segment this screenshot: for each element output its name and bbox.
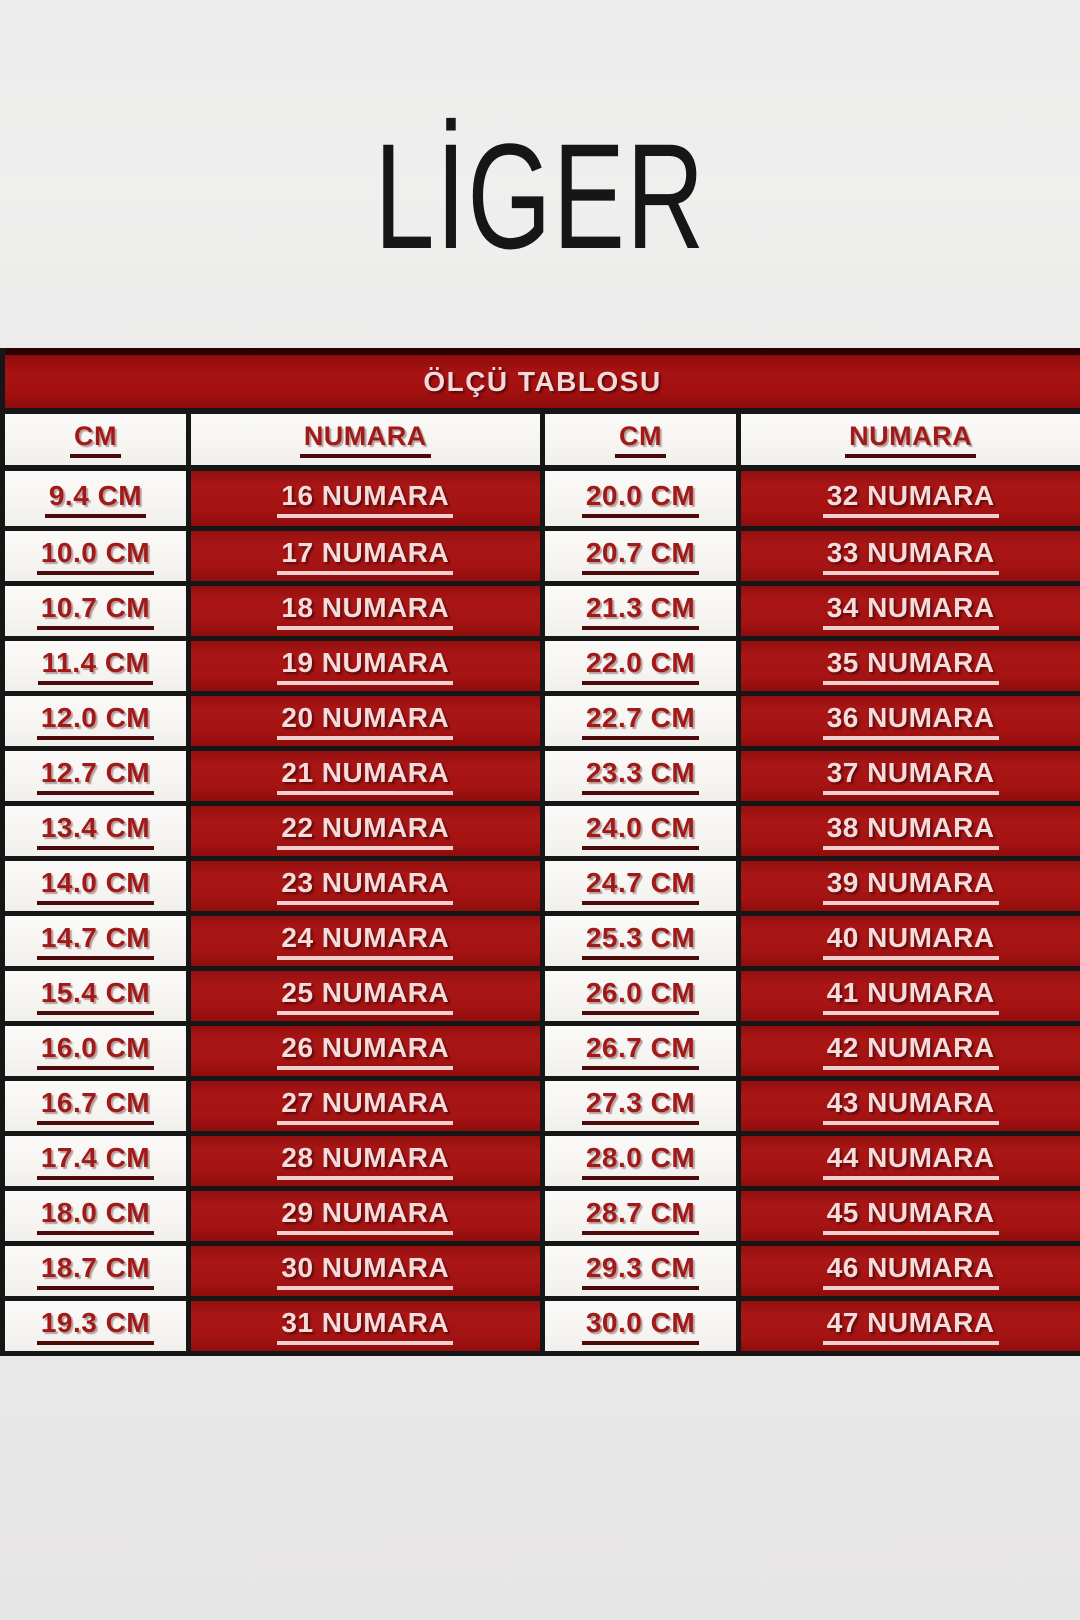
cm-cell-label: 20.7 CM	[582, 537, 699, 575]
numara-cell	[741, 861, 1080, 911]
cm-cell-label: 15.4 CM	[37, 977, 154, 1015]
cm-cell	[545, 1301, 742, 1351]
numara-cell-label: 18 NUMARA	[277, 592, 453, 630]
numara-cell-label: 46 NUMARA	[823, 1252, 999, 1290]
numara-cell-label: 42 NUMARA	[823, 1032, 999, 1070]
cm-cell	[5, 916, 191, 966]
numara-cell	[191, 696, 545, 746]
brand-area	[0, 0, 1080, 348]
table-row	[5, 1186, 1080, 1241]
numara-cell-label: 35 NUMARA	[823, 647, 999, 685]
cm-cell	[545, 971, 742, 1021]
table-row	[5, 1076, 1080, 1131]
numara-cell-label: 34 NUMARA	[823, 592, 999, 630]
numara-cell-label: 31 NUMARA	[277, 1307, 453, 1345]
column-header-numara-right-label: NUMARA	[845, 421, 976, 458]
cm-cell	[5, 971, 191, 1021]
numara-cell	[191, 1026, 545, 1076]
cm-cell-label: 26.7 CM	[582, 1032, 699, 1070]
cm-cell-label: 19.3 CM	[37, 1307, 154, 1345]
cm-cell	[5, 1246, 191, 1296]
numara-cell	[741, 471, 1080, 526]
table-title: ÖLÇÜ TABLOSU	[423, 365, 662, 397]
table-row	[5, 581, 1080, 636]
cm-cell-label: 22.7 CM	[582, 702, 699, 740]
numara-cell	[741, 1191, 1080, 1241]
table-row	[5, 911, 1080, 966]
cm-cell-label: 14.0 CM	[37, 867, 154, 905]
column-header-cm-left-label: CM	[70, 421, 121, 458]
numara-cell	[741, 916, 1080, 966]
cm-cell-label: 13.4 CM	[37, 812, 154, 850]
numara-cell-label: 40 NUMARA	[823, 922, 999, 960]
cm-cell	[545, 1136, 742, 1186]
cm-cell	[5, 1136, 191, 1186]
cm-cell	[545, 751, 742, 801]
cm-cell	[545, 641, 742, 691]
numara-cell-label: 39 NUMARA	[823, 867, 999, 905]
numara-cell	[191, 531, 545, 581]
table-row	[5, 1241, 1080, 1296]
table-row	[5, 1296, 1080, 1351]
cm-cell-label: 10.0 CM	[37, 537, 154, 575]
table-row	[5, 526, 1080, 581]
cm-cell-label: 26.0 CM	[582, 977, 699, 1015]
numara-cell-label: 47 NUMARA	[823, 1307, 999, 1345]
numara-cell	[741, 1026, 1080, 1076]
brand-title: LİGER	[374, 112, 706, 280]
cm-cell	[5, 1301, 191, 1351]
cm-cell-label: 23.3 CM	[582, 757, 699, 795]
cm-cell	[5, 696, 191, 746]
cm-cell-label: 14.7 CM	[37, 922, 154, 960]
numara-cell	[191, 1136, 545, 1186]
numara-cell	[741, 696, 1080, 746]
numara-cell	[191, 586, 545, 636]
cm-cell	[545, 916, 742, 966]
numara-cell	[191, 751, 545, 801]
numara-cell-label: 19 NUMARA	[277, 647, 453, 685]
cm-cell-label: 17.4 CM	[37, 1142, 154, 1180]
cm-cell	[5, 1191, 191, 1241]
table-row	[5, 856, 1080, 911]
numara-cell	[191, 471, 545, 526]
numara-cell	[741, 1081, 1080, 1131]
column-header-cm-right-label: CM	[615, 421, 666, 458]
cm-cell	[5, 751, 191, 801]
column-header-cm-right	[545, 414, 742, 465]
cm-cell	[545, 861, 742, 911]
cm-cell	[5, 531, 191, 581]
cm-cell	[545, 1026, 742, 1076]
cm-cell-label: 30.0 CM	[582, 1307, 699, 1345]
cm-cell-label: 21.3 CM	[582, 592, 699, 630]
column-header-cm-left	[5, 414, 191, 465]
cm-cell	[5, 1081, 191, 1131]
numara-cell-label: 23 NUMARA	[277, 867, 453, 905]
numara-cell-label: 27 NUMARA	[277, 1087, 453, 1125]
numara-cell	[191, 1081, 545, 1131]
numara-cell-label: 16 NUMARA	[277, 480, 453, 518]
numara-cell	[191, 1191, 545, 1241]
numara-cell	[191, 971, 545, 1021]
cm-cell-label: 18.0 CM	[37, 1197, 154, 1235]
numara-cell-label: 45 NUMARA	[823, 1197, 999, 1235]
cm-cell-label: 28.0 CM	[582, 1142, 699, 1180]
size-table	[0, 348, 1080, 1356]
cm-cell	[545, 471, 742, 526]
numara-cell-label: 30 NUMARA	[277, 1252, 453, 1290]
cm-cell	[545, 696, 742, 746]
cm-cell-label: 29.3 CM	[582, 1252, 699, 1290]
column-header-numara-left-label: NUMARA	[300, 421, 431, 458]
numara-cell	[741, 586, 1080, 636]
cm-cell	[5, 861, 191, 911]
cm-cell-label: 24.0 CM	[582, 812, 699, 850]
table-row	[5, 636, 1080, 691]
numara-cell	[741, 1136, 1080, 1186]
cm-cell	[5, 1026, 191, 1076]
table-body	[5, 471, 1080, 1351]
numara-cell	[191, 1246, 545, 1296]
table-header-row	[5, 414, 1080, 471]
column-header-numara-left	[191, 414, 545, 465]
cm-cell	[545, 1246, 742, 1296]
numara-cell-label: 38 NUMARA	[823, 812, 999, 850]
numara-cell	[741, 531, 1080, 581]
numara-cell	[741, 1301, 1080, 1351]
cm-cell	[5, 641, 191, 691]
cm-cell-label: 22.0 CM	[582, 647, 699, 685]
numara-cell-label: 22 NUMARA	[277, 812, 453, 850]
numara-cell-label: 28 NUMARA	[277, 1142, 453, 1180]
column-header-numara-right	[741, 414, 1080, 465]
table-row	[5, 801, 1080, 856]
cm-cell-label: 12.0 CM	[37, 702, 154, 740]
cm-cell-label: 16.0 CM	[37, 1032, 154, 1070]
numara-cell-label: 44 NUMARA	[823, 1142, 999, 1180]
cm-cell-label: 27.3 CM	[582, 1087, 699, 1125]
cm-cell-label: 28.7 CM	[582, 1197, 699, 1235]
cm-cell-label: 25.3 CM	[582, 922, 699, 960]
numara-cell-label: 21 NUMARA	[277, 757, 453, 795]
numara-cell-label: 43 NUMARA	[823, 1087, 999, 1125]
numara-cell	[191, 1301, 545, 1351]
numara-cell-label: 25 NUMARA	[277, 977, 453, 1015]
cm-cell	[5, 806, 191, 856]
numara-cell	[741, 971, 1080, 1021]
cm-cell	[545, 586, 742, 636]
numara-cell	[741, 641, 1080, 691]
numara-cell	[191, 806, 545, 856]
cm-cell	[545, 806, 742, 856]
numara-cell-label: 24 NUMARA	[277, 922, 453, 960]
cm-cell-label: 24.7 CM	[582, 867, 699, 905]
table-row	[5, 1131, 1080, 1186]
table-row	[5, 691, 1080, 746]
cm-cell	[5, 586, 191, 636]
numara-cell-label: 20 NUMARA	[277, 702, 453, 740]
table-title-band	[5, 348, 1080, 414]
cm-cell-label: 18.7 CM	[37, 1252, 154, 1290]
numara-cell-label: 41 NUMARA	[823, 977, 999, 1015]
cm-cell-label: 10.7 CM	[37, 592, 154, 630]
cm-cell	[545, 531, 742, 581]
numara-cell	[741, 1246, 1080, 1296]
cm-cell-label: 9.4 CM	[45, 480, 146, 518]
numara-cell	[741, 751, 1080, 801]
table-row	[5, 966, 1080, 1021]
numara-cell	[741, 806, 1080, 856]
table-row	[5, 746, 1080, 801]
cm-cell	[545, 1191, 742, 1241]
numara-cell-label: 33 NUMARA	[823, 537, 999, 575]
table-row	[5, 471, 1080, 526]
table-row	[5, 1021, 1080, 1076]
numara-cell	[191, 641, 545, 691]
numara-cell-label: 36 NUMARA	[823, 702, 999, 740]
cm-cell	[5, 471, 191, 526]
cm-cell-label: 12.7 CM	[37, 757, 154, 795]
numara-cell-label: 29 NUMARA	[277, 1197, 453, 1235]
cm-cell	[545, 1081, 742, 1131]
cm-cell-label: 16.7 CM	[37, 1087, 154, 1125]
numara-cell-label: 32 NUMARA	[823, 480, 999, 518]
numara-cell-label: 17 NUMARA	[277, 537, 453, 575]
numara-cell	[191, 916, 545, 966]
numara-cell	[191, 861, 545, 911]
numara-cell-label: 26 NUMARA	[277, 1032, 453, 1070]
cm-cell-label: 11.4 CM	[38, 647, 154, 685]
numara-cell-label: 37 NUMARA	[823, 757, 999, 795]
cm-cell-label: 20.0 CM	[582, 480, 699, 518]
